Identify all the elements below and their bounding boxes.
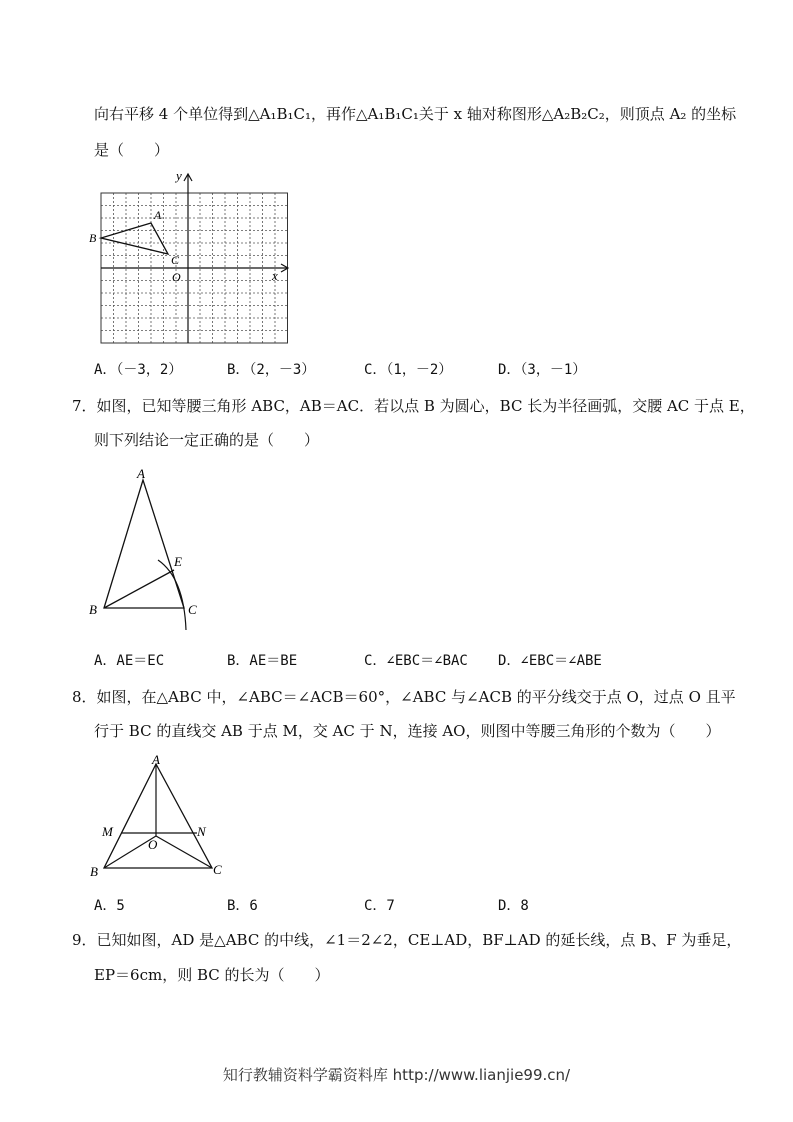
q7-option-c[interactable]: C．∠EBC＝∠BAC (364, 653, 468, 669)
q8-option-c[interactable]: C．7 (364, 898, 395, 914)
q8-text-line2: 行于 BC 的直线交 AB 于点 M，交 AC 于 N，连接 AO，则图中等腰三角形的个数为（ ） (94, 722, 721, 740)
q8-text-line1: 8．如图，在△ABC 中，∠ABC＝∠ACB＝60°，∠ABC 与∠ACB 的平分线交于点 O，过点 O 且平 (72, 688, 736, 706)
q6-text-line2: 是（ ） (94, 141, 170, 159)
q8-option-d[interactable]: D．8 (498, 898, 529, 914)
q8-triangle-figure (84, 750, 244, 884)
q7-option-b[interactable]: B．AE＝BE (227, 653, 298, 669)
label-b: B (89, 602, 97, 617)
q6-option-c[interactable]: C．（1，－2） (364, 362, 453, 378)
label-b: B (90, 864, 98, 879)
y-axis-label: y (176, 168, 182, 183)
label-a: A (154, 208, 162, 222)
label-o: O (148, 837, 158, 852)
label-m: M (102, 824, 113, 839)
q7-option-d[interactable]: D．∠EBC＝∠ABE (498, 653, 602, 669)
q7-text-line1: 7．如图，已知等腰三角形 ABC，AB＝AC．若以点 B 为圆心，BC 长为半径画弧，交腰 AC 于点 E， (72, 397, 755, 415)
triangle-abc (104, 480, 184, 608)
q6-text-line1: 向右平移 4 个单位得到△A₁B₁C₁，再作△A₁B₁C₁关于 x 轴对称图形△A₂B₂C₂，则顶点 A₂ 的坐标 (94, 105, 737, 123)
label-a: A (152, 752, 160, 767)
label-c: C (171, 253, 180, 267)
q8-option-a[interactable]: A．5 (94, 898, 125, 914)
triangle-abc (104, 764, 212, 868)
q6-grid-figure (88, 168, 298, 348)
label-c: C (188, 602, 197, 617)
page-footer: 知行教辅资料学霸资料库 http://www.lianjie99.cn/ (222, 1066, 571, 1084)
q9-text-line1: 9．已知如图，AD 是△ABC 的中线，∠1＝2∠2，CE⊥AD，BF⊥AD 的延长线，点 B、F 为垂足， (72, 931, 742, 949)
q7-text-line2: 则下列结论一定正确的是（ ） (94, 431, 320, 449)
label-b: B (89, 231, 97, 245)
q6-option-a[interactable]: A．（－3，2） (94, 362, 183, 378)
label-o: O (172, 270, 181, 284)
label-a: A (137, 466, 145, 481)
q7-triangle-figure (84, 460, 224, 640)
q7-option-a[interactable]: A．AE＝EC (94, 653, 165, 669)
x-axis-label: x (272, 268, 278, 283)
label-c: C (213, 862, 222, 877)
triangle-abc (101, 223, 168, 254)
q9-text-line2: EP＝6cm，则 BC 的长为（ ） (94, 966, 330, 984)
label-n: N (197, 824, 206, 839)
q8-option-b[interactable]: B．6 (227, 898, 258, 914)
q6-option-b[interactable]: B．（2，－3） (227, 362, 316, 378)
label-e: E (174, 554, 182, 569)
q6-option-d[interactable]: D．（3，－1） (498, 362, 587, 378)
